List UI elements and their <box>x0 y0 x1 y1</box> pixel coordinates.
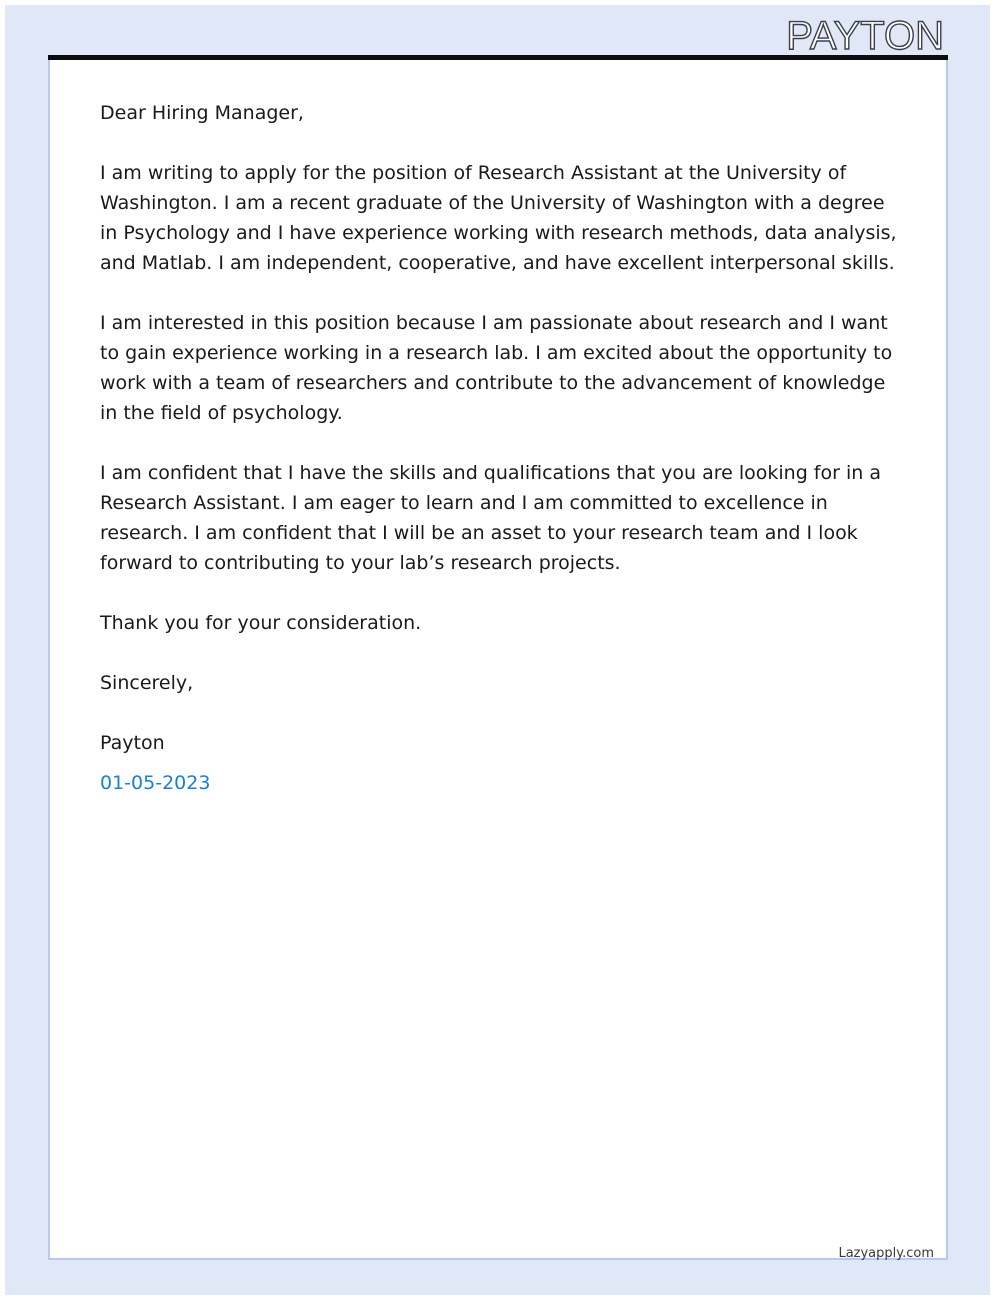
paragraph-interest: I am interested in this position because I am passionate about research and I want to gain experience working in a research lab. I am excited about the opportunity to work with a team of researchers and contribute to the advancement of knowledge in the field of psychology. <box>100 312 893 424</box>
paragraph-intro: I am writing to apply for the position of Research Assistant at the University of Washington. I am a recent graduate of the University of Washington with a degree in Psychology and I have experience working with research methods, data analysis, and Matlab. I am independent, cooperative, and have excellent interpersonal skills. <box>100 162 897 274</box>
letter-date: 01-05-2023 <box>100 772 211 794</box>
closing: Sincerely, <box>100 672 194 694</box>
applicant-name-heading: PAYTON <box>786 14 944 58</box>
paragraph-confidence: I am confident that I have the skills and qualifications that you are looking for in a Research Assistant. I am eager to learn and I am committed to excellence in research. I am confident that I will be an asset to your research team and I look forward to contributing to your lab’s research projects. <box>100 462 881 574</box>
signature: Payton <box>100 732 165 754</box>
watermark-text: Lazyapply.com <box>838 1246 934 1261</box>
cover-letter-body <box>100 98 900 798</box>
salutation: Dear Hiring Manager, <box>100 102 304 124</box>
thanks-line: Thank you for your consideration. <box>100 612 422 634</box>
